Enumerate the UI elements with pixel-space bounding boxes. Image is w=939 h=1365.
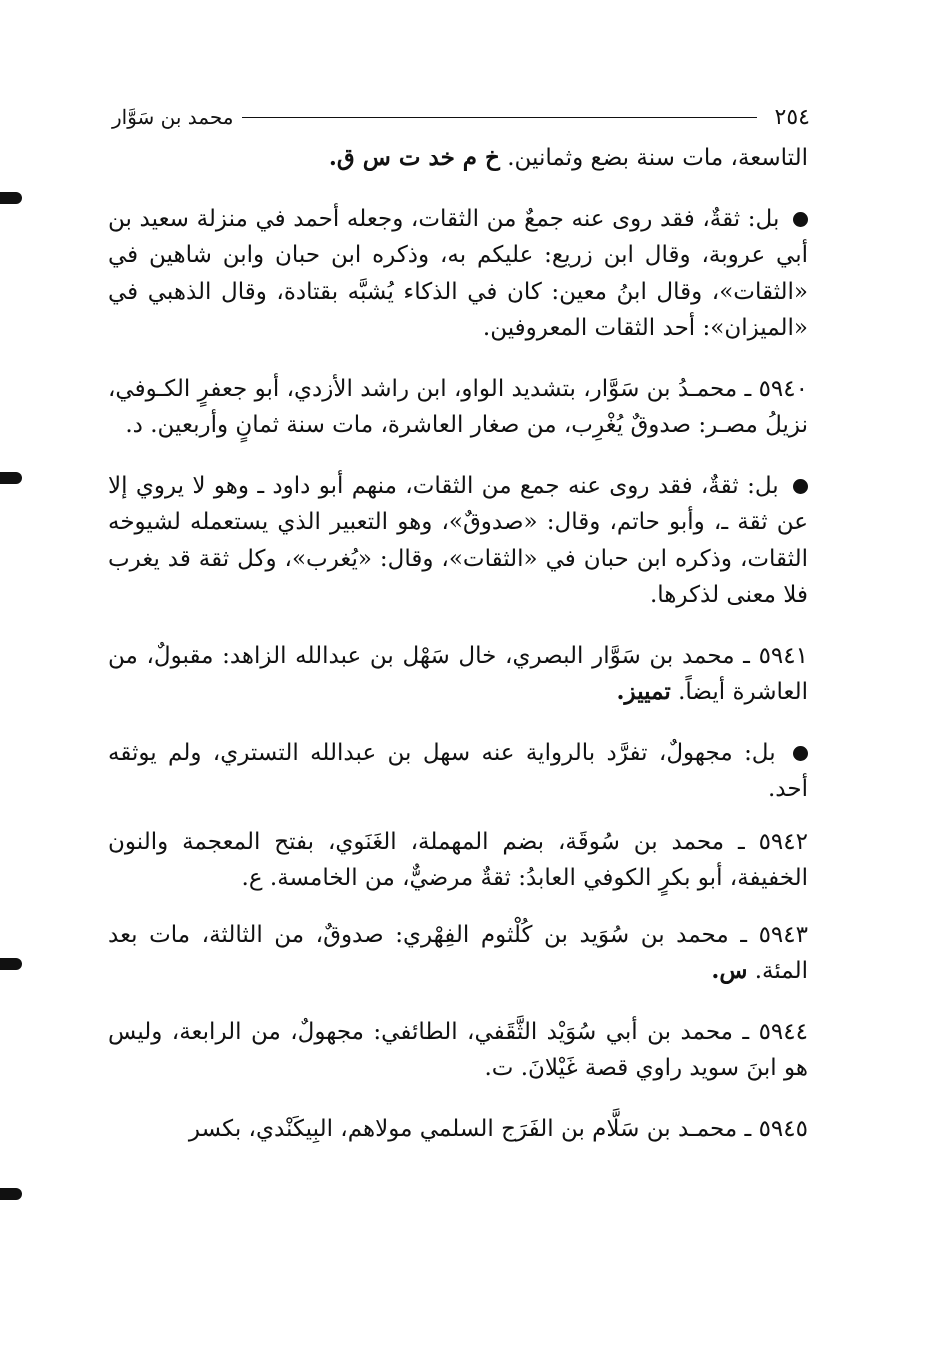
page-number: ٢٥٤ (774, 104, 810, 130)
entry-5943: ٥٩٤٣ ـ محمد بن سُوَيد بن كُلْثوم الفِهْري: صدوقٌ، من الثالثة، مات بعد المئة. س. (108, 921, 808, 984)
source-codes: خ م خد ت س ق. (328, 144, 500, 171)
entry-5944: ٥٩٤٤ ـ محمد بن أبي سُوَيْد الثَّقَفي، الطائفي: مجهولٌ، من الرابعة، وليس هو ابنَ سويد راوي قصة غَيْلانَ. ت. (108, 1018, 808, 1081)
entry-5941: ٥٩٤١ ـ محمد بن سَوَّار البصري، خال سَهْل بن عبدالله الزاهد: مقبولٌ، من العاشرة أيضاً. تمييز. (108, 642, 808, 705)
header-rule (242, 117, 757, 118)
running-title: محمد بن سَوَّار (112, 105, 234, 129)
bullet-icon (793, 212, 808, 227)
margin-mark (0, 1188, 22, 1200)
entry-5945: ٥٩٤٥ ـ محمـد بن سَلَّام بن الفَرَج السلمي مولاهم، البِيكَنْدي، بكسر (188, 1115, 808, 1142)
entry-5942: ٥٩٤٢ ـ محمد بن سُوقَة، بضم المهملة، الغَنَوي، بفتح المعجمة والنون الخفيفة، أبو بكرٍ الكوفي العابدُ: ثقةٌ مرضيٌّ، من الخامسة. ع. (108, 828, 808, 891)
comment-paragraph: بل: ثقةٌ، فقد روى عنه جمع من الثقات، منهم أبو داود ـ وهو لا يروي إلا عن ثقة ـ، وأبو حاتم، وقال: «صدوقٌ»، وهو التعبير الذي يستعمله لشيوخه الثقات، وذكره ابن حبان في «الثقات»، وقال: «يُغرب»، وكل ثقة قد يغرب فلا معنى لذكرها. (108, 472, 808, 608)
margin-mark (0, 472, 22, 484)
bullet-icon (793, 746, 808, 761)
running-header (112, 100, 810, 134)
margin-mark (0, 192, 22, 204)
paragraph-continuation: التاسعة، مات سنة بضع وثمانين. خ م خد ت س ق. (328, 144, 808, 171)
entry-5940: ٥٩٤٠ ـ محمـدُ بن سَوَّار، بتشديد الواو، ابن راشد الأزدي، أبو جعفرٍ الكـوفي، نزيلُ مصـر: صدوقٌ يُغْرِب، من صغار العاشرة، مات سنة ثمانٍ وأربعين. د. (108, 375, 808, 438)
source-codes: س. (711, 957, 748, 984)
page-text (108, 140, 808, 1147)
comment-paragraph: بل: مجهولٌ، تفرَّد بالرواية عنه سهل بن عبدالله التستري، ولم يوثقه أحد. (108, 739, 808, 802)
source-codes: تمييز. (616, 678, 671, 705)
margin-mark (0, 958, 22, 970)
bullet-icon (793, 479, 808, 494)
comment-paragraph: بل: ثقةٌ، فقد روى عنه جمعٌ من الثقات، وجعله أحمد في منزلة سعيد بن أبي عروبة، وقال ابن زريع: عليكم به، وذكره ابن حبان وابن شاهين في «الثقات»، وقال ابنُ معين: كان في الذكاء يُشبَّه بقتادة، وقال الذهبي في «الميزان»: أحد الثقات المعروفين. (108, 205, 808, 341)
